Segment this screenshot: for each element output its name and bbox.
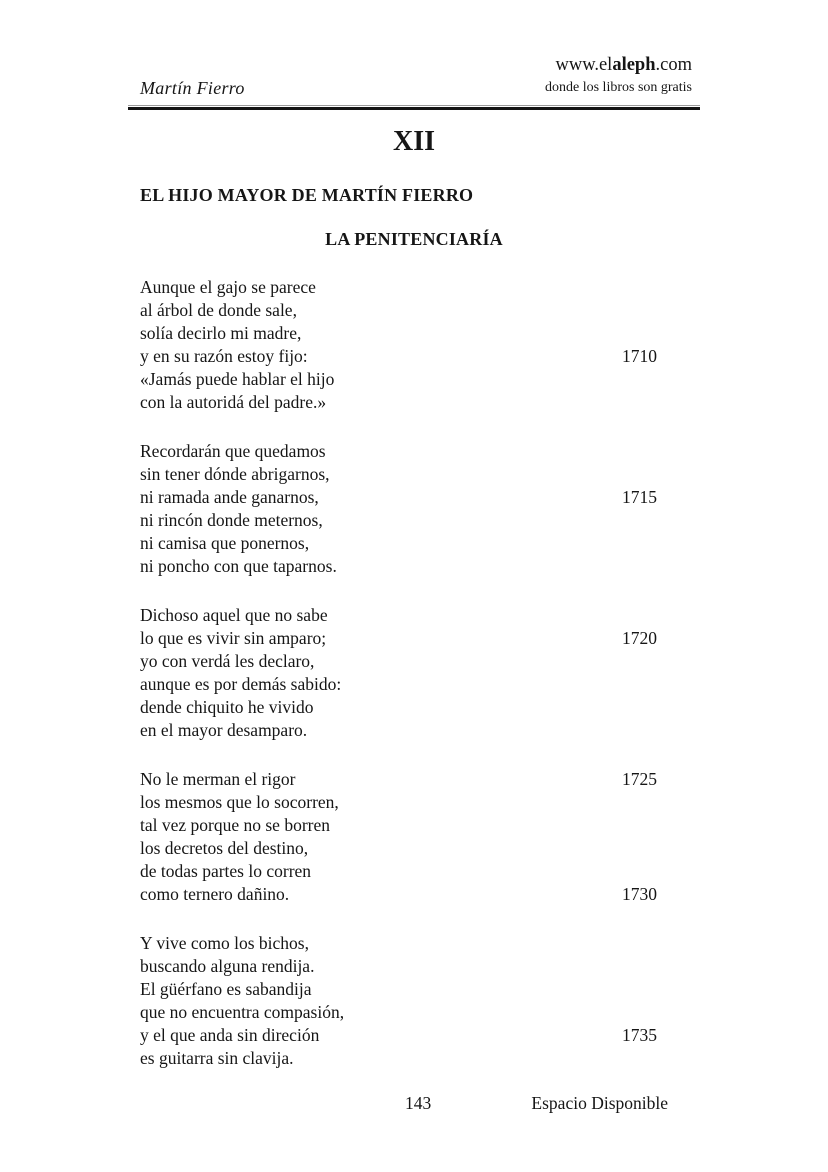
- verse-text: sin tener dónde abrigarnos,: [140, 464, 330, 484]
- verse-text: como ternero dañino.: [140, 884, 290, 904]
- stanza: [128, 276, 700, 414]
- verse-text: ni rincón donde meternos,: [140, 510, 323, 530]
- header-book-title: Martín Fierro: [140, 78, 245, 98]
- footer-note: Espacio Disponible: [531, 1093, 668, 1113]
- poem-line: [128, 440, 700, 463]
- poem-line: [128, 955, 700, 978]
- poem-line: [128, 837, 700, 860]
- verse-number: 1720: [622, 628, 657, 648]
- verse-text: los decretos del destino,: [140, 838, 309, 858]
- poem-line: [128, 768, 700, 791]
- verse-text: en el mayor desamparo.: [140, 720, 308, 740]
- verse-text: solía decirlo mi madre,: [140, 323, 302, 343]
- poem-line: [128, 1047, 700, 1070]
- poem-line: [128, 883, 700, 906]
- site-url-bold: aleph: [612, 55, 656, 75]
- verse-number: 1725: [622, 769, 657, 789]
- header-tagline: donde los libros son gratis: [545, 80, 692, 95]
- verse-text: tal vez porque no se borren: [140, 815, 330, 835]
- poem-line: [128, 719, 700, 742]
- verse-text: «Jamás puede hablar el hijo: [140, 369, 335, 389]
- poem-line: [128, 791, 700, 814]
- poem-line: [128, 486, 700, 509]
- poem-line: [128, 650, 700, 673]
- verse-text: buscando alguna rendija.: [140, 956, 315, 976]
- verse-text: los mesmos que lo socorren,: [140, 792, 339, 812]
- verse-text: que no encuentra compasión,: [140, 1002, 345, 1022]
- poem: [128, 276, 700, 1096]
- poem-line: [128, 932, 700, 955]
- stanza: [128, 440, 700, 578]
- poem-line: [128, 1024, 700, 1047]
- verse-text: al árbol de donde sale,: [140, 300, 297, 320]
- verse-text: El güérfano es sabandija: [140, 979, 312, 999]
- verse-text: ni ramada ande ganarnos,: [140, 487, 319, 507]
- page-number: 143: [405, 1093, 432, 1113]
- poem-line: [128, 978, 700, 1001]
- poem-line: [128, 299, 700, 322]
- verse-text: Y vive como los bichos,: [140, 933, 309, 953]
- poem-line: [128, 696, 700, 719]
- verse-text: Aunque el gajo se parece: [140, 277, 316, 297]
- stanza: [128, 932, 700, 1070]
- stanza: [128, 768, 700, 906]
- verse-number: 1735: [622, 1025, 657, 1045]
- poem-line: [128, 322, 700, 345]
- site-url-prefix: www.el: [555, 55, 613, 75]
- header-site-url: [555, 55, 692, 76]
- verse-text: y en su razón estoy fijo:: [140, 346, 308, 366]
- poem-line: [128, 860, 700, 883]
- verse-text: yo con verdá les declaro,: [140, 651, 315, 671]
- site-url-suffix: .com: [655, 55, 692, 75]
- verse-text: de todas partes lo corren: [140, 861, 312, 881]
- poem-line: [128, 604, 700, 627]
- poem-line: [128, 555, 700, 578]
- poem-line: [128, 814, 700, 837]
- verse-text: Dichoso aquel que no sabe: [140, 605, 328, 625]
- stanza: [128, 604, 700, 742]
- verse-text: es guitarra sin clavija.: [140, 1048, 294, 1068]
- verse-number: 1710: [622, 346, 657, 366]
- verse-text: lo que es vivir sin amparo;: [140, 628, 327, 648]
- verse-text: No le merman el rigor: [140, 769, 296, 789]
- verse-text: ni poncho con que taparnos.: [140, 556, 337, 576]
- verse-text: dende chiquito he vivido: [140, 697, 314, 717]
- chapter-number: XII: [392, 126, 435, 157]
- poem-line: [128, 627, 700, 650]
- poem-line: [128, 532, 700, 555]
- page-content: [128, 0, 700, 1172]
- poem-line: [128, 276, 700, 299]
- verse-number: 1715: [622, 487, 657, 507]
- poem-line: [128, 391, 700, 414]
- verse-text: Recordarán que quedamos: [140, 441, 326, 461]
- poem-line: [128, 1001, 700, 1024]
- verse-text: y el que anda sin direción: [140, 1025, 320, 1045]
- chapter-subtitle: LA PENITENCIARÍA: [325, 229, 503, 249]
- poem-line: [128, 368, 700, 391]
- poem-line: [128, 509, 700, 532]
- poem-line: [128, 345, 700, 368]
- verse-number: 1730: [622, 884, 657, 904]
- poem-line: [128, 463, 700, 486]
- verse-text: ni camisa que ponernos,: [140, 533, 310, 553]
- verse-text: con la autoridá del padre.»: [140, 392, 327, 412]
- chapter-title: EL HIJO MAYOR DE MARTÍN FIERRO: [140, 185, 474, 205]
- verse-text: aunque es por demás sabido:: [140, 674, 342, 694]
- poem-line: [128, 673, 700, 696]
- header-rule: [128, 105, 700, 110]
